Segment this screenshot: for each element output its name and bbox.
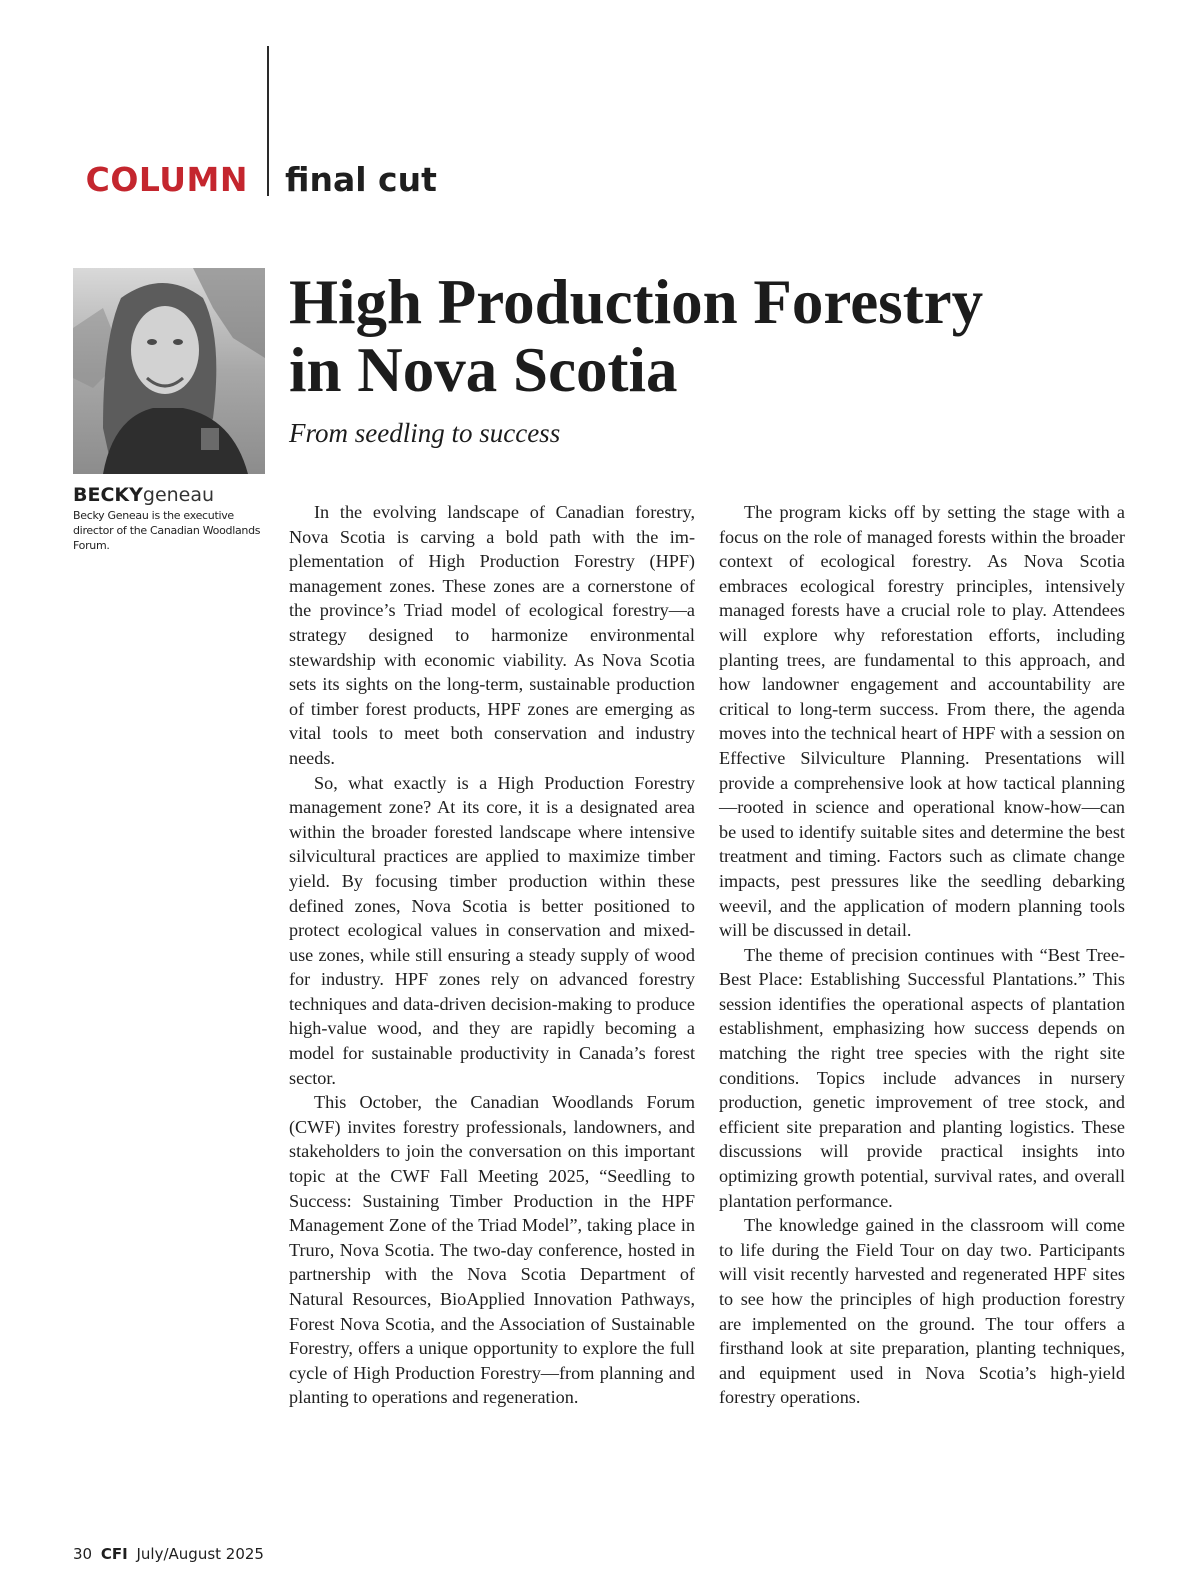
article-title-line1: High Production Forestry <box>289 267 984 337</box>
author-last-name: geneau <box>142 484 215 506</box>
publication-name: CFI <box>100 1545 128 1563</box>
author-name <box>73 484 273 506</box>
paragraph: In the evolving landscape of Canadian forestry, Nova Scotia is carving a bold path with the implementation of High Production Forestry (HPF) management zones. These zones are a cornerstone of the province’s Triad model of ecological forestry—a strategy designed to harmonize environmental stewardship with economic viability. As Nova Scotia sets its sights on the long-term, sustainable production of timber forest products, HPF zones are emerging as vital tools to meet both conservation and industry needs. <box>289 502 695 768</box>
issue-date: July/August 2025 <box>136 1545 264 1563</box>
header-divider <box>267 46 269 196</box>
paragraph: This October, the Canadian Woodlands Forum (CWF) invites forestry professionals, landowners, and stakeholders to join the conversation on this important topic at the CWF Fall Meeting 2025, “Seedling to Success: Sustaining Timber Production in the HPF Management Zone of the Triad Model”, taking place in Truro, Nova Scotia. The two-day conference, hosted in partnership with the Nova Scotia Department of Natural Resources, BioApplied Innovation Pathways, Forest Nova Scotia, and the Association of Sustainable Forestry, offers a unique opportunity to explore the full cycle of High Production Forestry—from planning and planting to operations and regeneration. <box>289 1092 695 1408</box>
paragraph: The theme of precision continues with “Best Tree-Best Place: Establishing Successful Plantations.” This session identifies the operational aspects of plantation establishment, emphasizing how success depends on matching the right tree species with the right site conditions. Topics include advances in nursery production, genetic improvement of tree stock, and efficient site preparation and planting logistics. These discussions will provide practical insights into optimizing growth potential, survival rates, and overall plantation performance. <box>719 944 1125 1211</box>
page-number: 30 <box>73 1545 93 1563</box>
left-column <box>289 500 695 1410</box>
paragraph: So, what exactly is a High Production Forestry management zone? At its core, it is a designated area within the broader forested landscape where intensive silvicultural practices are applied to maximize timber yield. By focusing timber production within these defined zones, Nova Scotia is better positioned to protect ecological values in conservation and mixed-use zones, while still ensuring a steady supply of wood for industry. HPF zones rely on advanced forestry techniques and data-driven decision-making to produce high-value wood, and they are rapidly becoming a model for sustainable productivity in Canada’s forest sector. <box>289 772 695 1088</box>
author-first-name: BECKY <box>73 484 143 506</box>
page-footer <box>73 1545 264 1563</box>
paragraph: The program kicks off by setting the stage with a focus on the role of managed forests within the broader context of ecological forestry. As Nova Scotia embraces ecological forestry principles, intensively managed forests have a crucial role to play. Attendees will explore why reforestation efforts, including planting trees, are fundamental to this approach, and how landowner engagement and accountability are critical to long-term success. From there, the agenda moves into the technical heart of HPF with a session on Effective Silviculture Planning. Presentations will provide a comprehensive look at how tactical planning—rooted in science and operational know-how—can be used to identify suitable sites and determine the best treatment and timing. Factors such as climate change impacts, pest pressures like the seedling debarking weevil, and the application of modern planning tools will be discussed in detail. <box>719 502 1125 941</box>
article-deck: From seedling to success <box>289 418 561 448</box>
author-photo <box>73 268 265 474</box>
section-label: COLUMN <box>85 160 248 199</box>
author-block <box>73 484 273 553</box>
right-column <box>719 500 1125 1410</box>
author-bio: Becky Geneau is the executive director of the Canadian Woodlands Forum. <box>73 509 261 552</box>
article-title <box>289 268 1169 404</box>
paragraph: The knowledge gained in the classroom will come to life during the Field Tour on day two. Participants will visit recently harvested and regenerated HPF sites to see how the principles of high production forestry are implemented on the ground. The tour offers a firsthand look at site preparation, planting techniques, and equipment used in Nova Scotia’s high-yield forestry operations. <box>719 1215 1125 1408</box>
section-name: final cut <box>285 160 437 199</box>
article-title-line2: in Nova Scotia <box>289 335 678 405</box>
